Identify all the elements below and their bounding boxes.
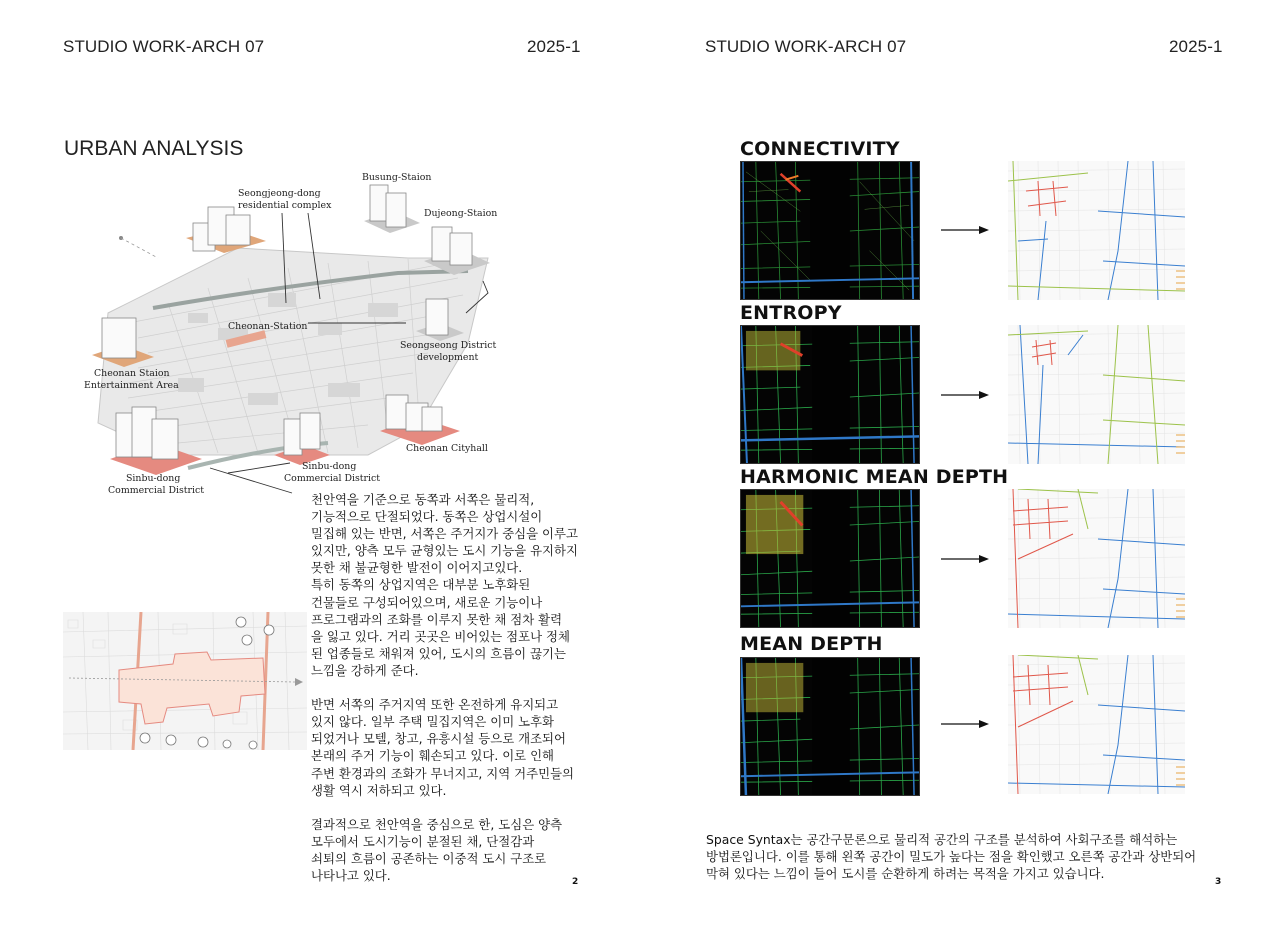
label-sinbu-commercial: Sinbu-dong Commercial District <box>108 473 205 496</box>
panel-title-mean-depth: MEAN DEPTH <box>740 633 883 655</box>
entropy-heatmap <box>740 325 920 464</box>
label-entertainment: Cheonan Staion Entertainment Area <box>84 368 179 391</box>
label-busung: Busung-Staion <box>362 172 432 183</box>
mean-depth-heatmap <box>740 657 920 796</box>
panel-title-entropy: ENTROPY <box>740 302 842 324</box>
panel-title-harmonic-mean-depth: HARMONIC MEAN DEPTH <box>740 466 1009 488</box>
arrow-icon <box>941 390 989 400</box>
arrow-icon <box>941 719 989 729</box>
arrow-icon <box>941 225 989 235</box>
section-title: URBAN ANALYSIS <box>64 137 244 160</box>
page-number: 2 <box>572 877 579 887</box>
connectivity-heatmap <box>740 161 920 300</box>
label-seongseong: Seongseong District development <box>400 340 497 363</box>
harmonic-mean-depth-map <box>1008 489 1185 628</box>
connectivity-map <box>1008 161 1185 300</box>
header-term: 2025-1 <box>527 37 581 56</box>
entropy-map <box>1008 325 1185 464</box>
right-page <box>641 0 1282 938</box>
site-plan-map <box>63 612 307 750</box>
mean-depth-map <box>1008 655 1185 794</box>
header-title: STUDIO WORK-ARCH 07 <box>705 37 907 56</box>
panel-title-connectivity: CONNECTIVITY <box>740 138 900 160</box>
page-number: 3 <box>1215 877 1222 887</box>
label-cheonan-station: Cheonan-Station <box>228 321 308 332</box>
label-dujeong: Dujeong-Staion <box>424 208 498 219</box>
label-seongjeong: Seongjeong-dong residential complex <box>238 188 332 211</box>
label-sinbu-centre: Sinbu-dong Commercial District <box>284 461 381 484</box>
header-title: STUDIO WORK-ARCH 07 <box>63 37 265 56</box>
label-cityhall: Cheonan Cityhall <box>406 443 488 454</box>
arrow-icon <box>941 554 989 564</box>
header-term: 2025-1 <box>1169 37 1223 56</box>
harmonic-mean-depth-heatmap <box>740 489 920 628</box>
urban-axonometric-diagram <box>68 163 518 523</box>
analysis-body-text: 천안역을 기준으로 동쪽과 서쪽은 물리적, 기능적으로 단절되었다. 동쪽은 상업시설이 밀집해 있는 반면, 서쪽은 주거지가 중심을 이루고 있지만, 양측 모두 균형있는 도시 기능을 유지하지 못한 채 불균형한 발전이 이어지고있다. 특히 동쪽의 상업지역은 대부분 노후화된 건물들로 구성되어있으며, 새로운 기능이나 프로그램과의 조화를 이루지 못한 채 점차 활력 을 잃고 있다. 거리 곳곳은 비어있는 점포나 정체 된 업종들로 채워져 있어, 도시의 흐름이 끊기는 느낌을 강하게 준다. 반면 서쪽의 주거지역 또한 온전하게 유지되고 있지 않다. 일부 주택 밀집지역은 이미 노후화 되었거나 모텔, 창고, 유흥시설 등으로 개조되어 본래의 주거 기능이 훼손되고 있다. 이로 인해 주변 환경과의 조화가 무너지고, 지역 거주민들의 생활 역시 저하되고 있다. 결과적으로 천안역을 중심으로 한, 도심은 양측 모두에서 도시기능이 분절된 채, 단절감과 쇠퇴의 흐름이 공존하는 이중적 도시 구조로 나타나고 있다. <box>311 492 578 884</box>
space-syntax-caption: Space Syntax는 공간구문론으로 물리적 공간의 구조를 분석하여 사회구조를 해석하는 방법론입니다. 이를 통해 왼쪽 공간이 밀도가 높다는 점을 확인했고 오른쪽 공간과 상반되어 막혀 있다는 느낌이 들어 도시를 순환하게 하려는 목적을 가지고 있습니다. <box>706 832 1197 882</box>
